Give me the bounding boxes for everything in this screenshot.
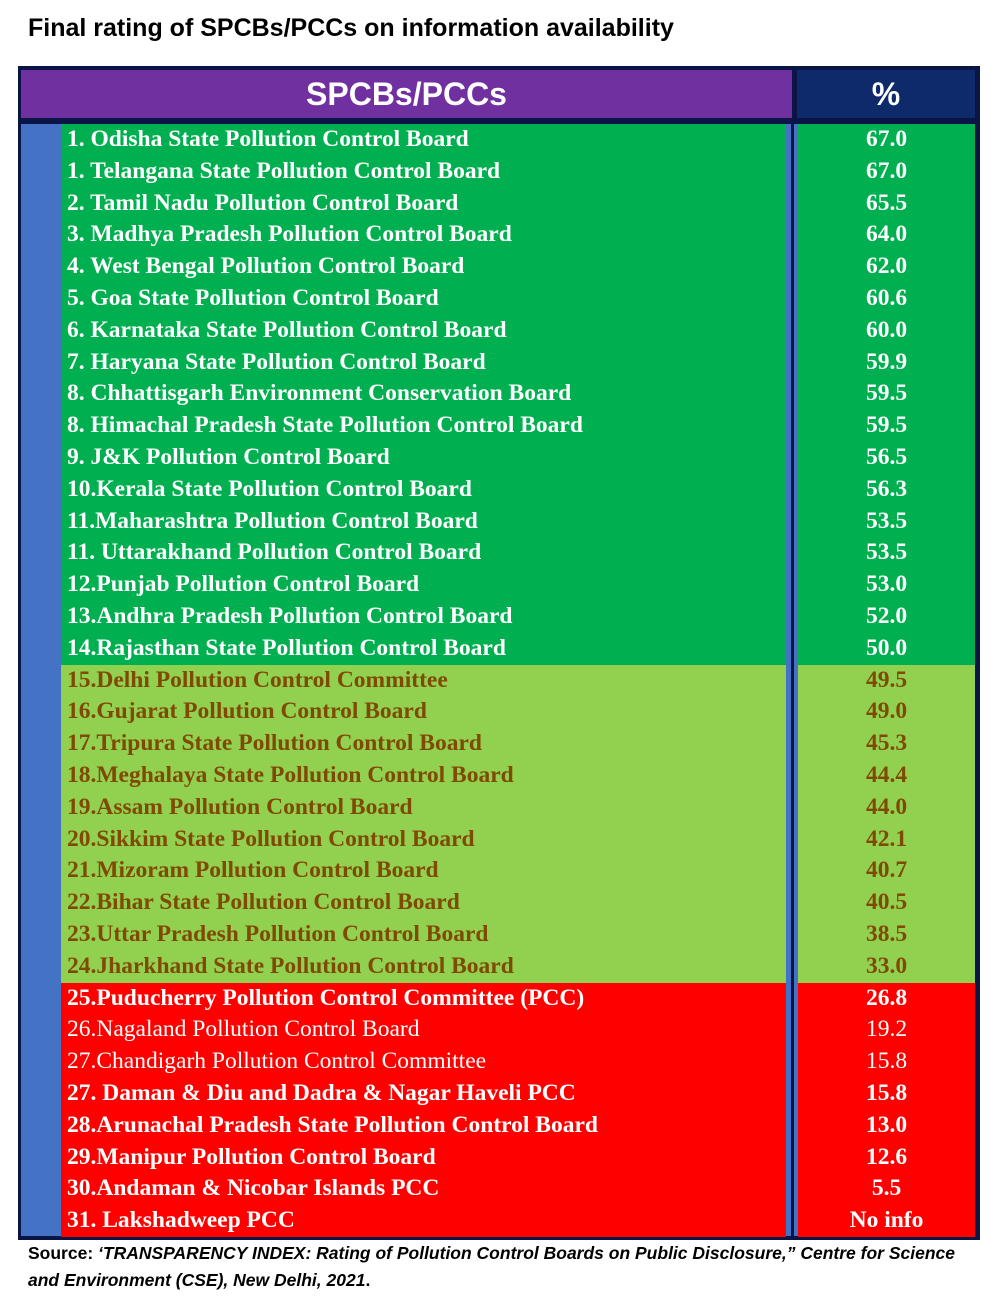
board-name-cell: 18.Meghalaya State Pollution Control Board — [61, 760, 786, 792]
percent-cell: 42.1 — [798, 824, 975, 856]
board-name-cell: 27. Daman & Diu and Dadra & Nagar Haveli PCC — [61, 1078, 786, 1110]
percent-cell: 53.0 — [798, 569, 975, 601]
source-suffix: . — [365, 1270, 371, 1290]
board-name-cell: 22.Bihar State Pollution Control Board — [61, 887, 786, 919]
board-name-cell: 12.Punjab Pollution Control Board — [61, 569, 786, 601]
board-name-cell: 13.Andhra Pradesh Pollution Control Board — [61, 601, 786, 633]
board-name-cell: 8. Himachal Pradesh State Pollution Control Board — [61, 410, 786, 442]
percent-cell: 40.7 — [798, 855, 975, 887]
board-name-cell: 4. West Bengal Pollution Control Board — [61, 251, 786, 283]
percent-cell: 45.3 — [798, 728, 975, 760]
board-name-cell: 21.Mizoram Pollution Control Board — [61, 855, 786, 887]
board-name-cell: 30.Andaman & Nicobar Islands PCC — [61, 1173, 786, 1205]
board-name-cell: 19.Assam Pollution Control Board — [61, 792, 786, 824]
percent-cell: 5.5 — [798, 1173, 975, 1205]
left-accent-strip — [21, 124, 61, 1236]
board-name-cell: 31. Lakshadweep PCC — [61, 1205, 786, 1237]
board-name-cell: 23.Uttar Pradesh Pollution Control Board — [61, 919, 786, 951]
percent-cell: 13.0 — [798, 1110, 975, 1142]
percent-cell: 49.5 — [798, 665, 975, 697]
percent-cell: 67.0 — [798, 124, 975, 156]
board-name-cell: 11. Uttarakhand Pollution Control Board — [61, 537, 786, 569]
board-name-cell: 27.Chandigarh Pollution Control Committee — [61, 1046, 786, 1078]
board-name-cell: 29.Manipur Pollution Control Board — [61, 1142, 786, 1174]
board-name-cell: 1. Odisha State Pollution Control Board — [61, 124, 786, 156]
percent-cell: 44.0 — [798, 792, 975, 824]
board-name-cell: 3. Madhya Pradesh Pollution Control Board — [61, 219, 786, 251]
percent-cell: 15.8 — [798, 1078, 975, 1110]
percent-column — [798, 124, 975, 1237]
percent-cell: 65.5 — [798, 188, 975, 220]
percent-cell: 56.3 — [798, 474, 975, 506]
percent-cell: 59.5 — [798, 410, 975, 442]
percent-cell: 38.5 — [798, 919, 975, 951]
board-name-cell: 11.Maharashtra Pollution Control Board — [61, 506, 786, 538]
board-name-cell: 1. Telangana State Pollution Control Board — [61, 156, 786, 188]
percent-cell: 40.5 — [798, 887, 975, 919]
percent-cell: 56.5 — [798, 442, 975, 474]
percent-cell: 52.0 — [798, 601, 975, 633]
percent-cell: 15.8 — [798, 1046, 975, 1078]
percent-cell: 67.0 — [798, 156, 975, 188]
board-name-cell: 24.Jharkhand State Pollution Control Board — [61, 951, 786, 983]
percent-cell: 33.0 — [798, 951, 975, 983]
percent-cell: 59.5 — [798, 378, 975, 410]
percent-cell: 62.0 — [798, 251, 975, 283]
source-note — [28, 1240, 988, 1294]
board-name-cell: 26.Nagaland Pollution Control Board — [61, 1014, 786, 1046]
percent-cell: 53.5 — [798, 537, 975, 569]
board-name-cell: 8. Chhattisgarh Environment Conservation Board — [61, 378, 786, 410]
percent-cell: 59.9 — [798, 347, 975, 379]
board-name-cell: 6. Karnataka State Pollution Control Board — [61, 315, 786, 347]
source-prefix: Source: — [28, 1243, 99, 1263]
percent-cell: 12.6 — [798, 1142, 975, 1174]
percent-cell: 50.0 — [798, 633, 975, 665]
board-name-column — [61, 124, 786, 1237]
board-name-cell: 28.Arunachal Pradesh State Pollution Control Board — [61, 1110, 786, 1142]
board-name-cell: 14.Rajasthan State Pollution Control Board — [61, 633, 786, 665]
percent-cell: 60.6 — [798, 283, 975, 315]
percent-cell: No info — [798, 1205, 975, 1237]
percent-cell: 44.4 — [798, 760, 975, 792]
percent-cell: 53.5 — [798, 506, 975, 538]
board-name-cell: 16.Gujarat Pollution Control Board — [61, 696, 786, 728]
board-name-cell: 25.Puducherry Pollution Control Committee (PCC) — [61, 983, 786, 1015]
percent-cell: 60.0 — [798, 315, 975, 347]
column-separator — [786, 124, 798, 1236]
board-name-cell: 7. Haryana State Pollution Control Board — [61, 347, 786, 379]
percent-cell: 64.0 — [798, 219, 975, 251]
page-title: Final rating of SPCBs/PCCs on information availability — [28, 14, 674, 42]
board-name-cell: 9. J&K Pollution Control Board — [61, 442, 786, 474]
board-name-cell: 10.Kerala State Pollution Control Board — [61, 474, 786, 506]
column-header-spcbs: SPCBs/PCCs — [21, 70, 792, 118]
board-name-cell: 20.Sikkim State Pollution Control Board — [61, 824, 786, 856]
source-text: ‘TRANSPARENCY INDEX: Rating of Pollution Control Boards on Public Disclosure,” Centre for Science and Environment (CSE), New Delhi, 2021 — [28, 1243, 955, 1290]
column-header-percent: % — [797, 70, 975, 118]
board-name-cell: 5. Goa State Pollution Control Board — [61, 283, 786, 315]
board-name-cell: 17.Tripura State Pollution Control Board — [61, 728, 786, 760]
percent-cell: 49.0 — [798, 696, 975, 728]
percent-cell: 26.8 — [798, 983, 975, 1015]
percent-cell: 19.2 — [798, 1014, 975, 1046]
board-name-cell: 2. Tamil Nadu Pollution Control Board — [61, 188, 786, 220]
board-name-cell: 15.Delhi Pollution Control Committee — [61, 665, 786, 697]
